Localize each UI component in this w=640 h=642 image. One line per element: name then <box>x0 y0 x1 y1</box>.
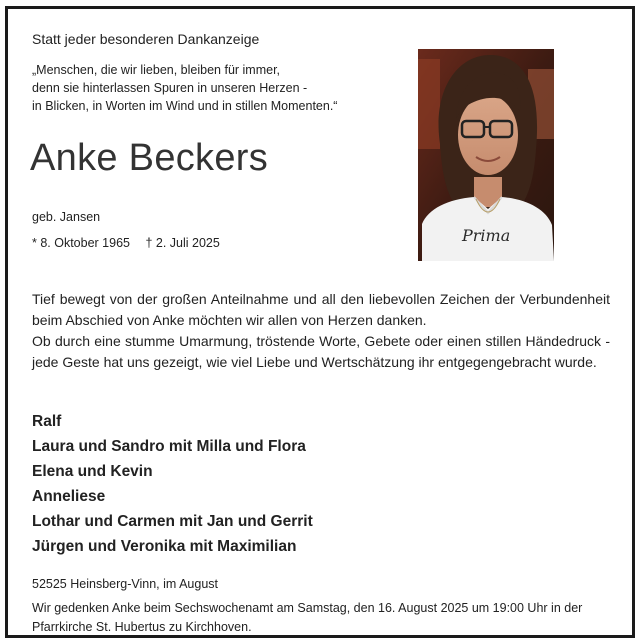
family-list <box>32 409 313 559</box>
quote-block <box>32 61 337 115</box>
shirt-text: Prima <box>462 226 511 245</box>
quote-line: in Blicken, in Worten im Wind und in stillen Momenten.“ <box>32 99 338 113</box>
quote-line: denn sie hinterlassen Spuren in unseren Herzen - <box>32 81 308 95</box>
life-dates <box>32 236 220 250</box>
family-member: Laura und Sandro mit Milla und Flora <box>32 438 306 455</box>
death-date: † 2. Juli 2025 <box>145 236 220 250</box>
family-member: Jürgen und Veronika mit Maximilian <box>32 538 297 555</box>
quote-line: „Menschen, die wir lieben, bleiben für immer, <box>32 63 281 77</box>
thank-you-text <box>32 289 610 373</box>
family-member: Ralf <box>32 413 62 430</box>
paragraph: Tief bewegt von der großen Anteilnahme und all den liebevollen Zeichen der Verbundenheit beim Abschied von Anke möchten wir allen von Herzen danken. <box>32 291 610 328</box>
paragraph: Ob durch eine stumme Umarmung, tröstende Worte, Gebete oder einen stillen Händedruck - jede Geste hat uns gezeigt, wie viel Liebe und Wertschätzung ihr entgegengebracht wurde. <box>32 333 610 370</box>
portrait-photo <box>418 49 554 261</box>
family-member: Anneliese <box>32 488 106 505</box>
family-member: Elena und Kevin <box>32 463 153 480</box>
place-date: 52525 Heinsberg-Vinn, im August <box>32 577 218 591</box>
notice-heading: Statt jeder besonderen Dankanzeige <box>32 31 260 47</box>
family-member: Lothar und Carmen mit Jan und Gerrit <box>32 513 313 530</box>
deceased-name: Anke Beckers <box>30 137 269 179</box>
notice-frame <box>5 6 635 638</box>
birth-date: * 8. Oktober 1965 <box>32 236 130 250</box>
service-notice: Wir gedenken Anke beim Sechswochenamt am Samstag, den 16. August 2025 um 19:00 Uhr in der Pfarrkirche St. Hubertus zu Kirchhoven. <box>32 601 583 634</box>
birth-name: geb. Jansen <box>32 210 101 224</box>
